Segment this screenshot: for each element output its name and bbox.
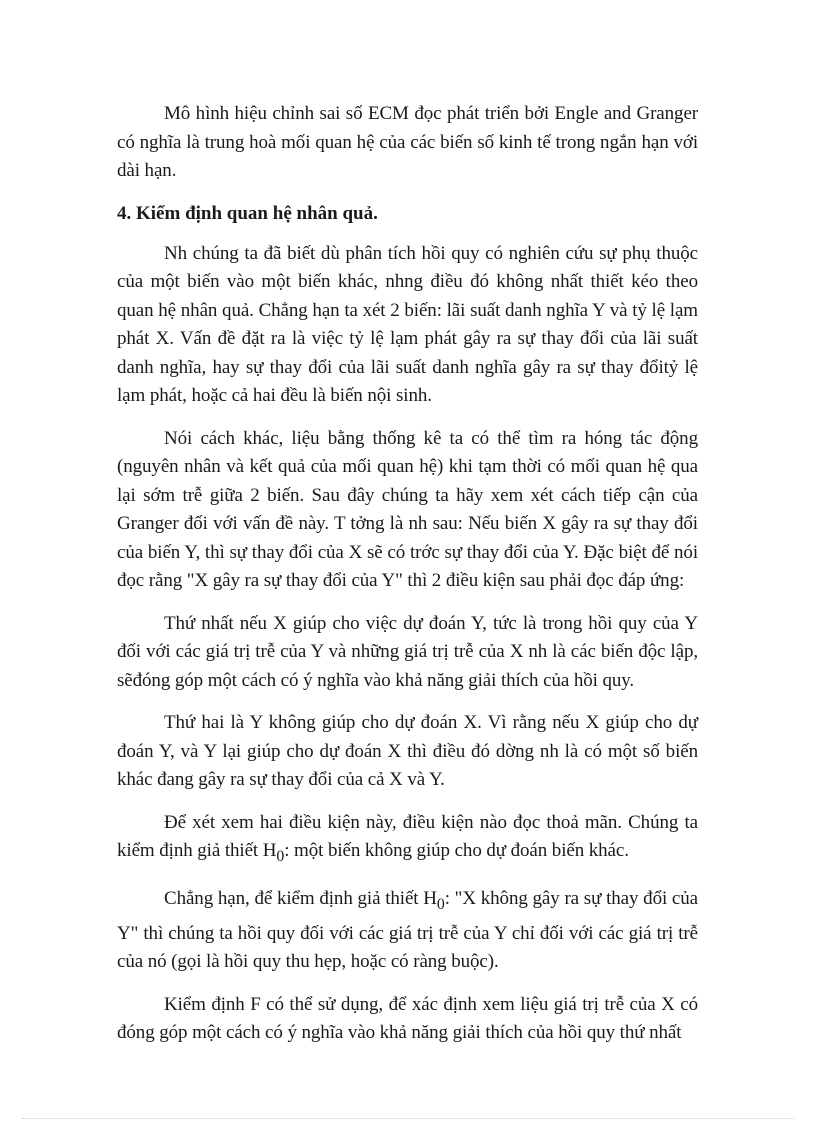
footer-divider: [22, 1118, 794, 1119]
paragraph-ecm: Mô hình hiệu chỉnh sai số ECM đọc phát triển bởi Engle and Granger có nghĩa là trung hoà mối quan hệ của các biến số kinh tế trong ngắn hạn với dài hạn.: [117, 103, 698, 181]
paragraph-hypothesis-text-after: : một biến không giúp cho dự đoán biến khác.: [284, 840, 629, 861]
subscript-zero: 0: [276, 847, 285, 865]
paragraph-condition-two: Thứ hai là Y không giúp cho dự đoán X. Vì rằng nếu X giúp cho dự đoán Y, và Y lại giúp cho dự đoán X thì điều đó dờng nh là có một số biến khác đang gây ra sự thay đổi của cả X và Y.: [117, 712, 698, 790]
paragraph-hypothesis: [117, 809, 698, 872]
paragraph-causality-intro: Nh chúng ta đã biết dù phân tích hồi quy có nghiên cứu sự phụ thuộc của một biến vào một biến khác, nhng điều đó không nhất thiết kéo theo quan hệ nhân quả. Chẳng hạn ta xét 2 biến: lãi suất danh nghĩa Y và tỷ lệ lạm phát X. Vấn đề đặt ra là việc tỷ lệ lạm phát gây ra sự thay đổi của lãi suất danh nghĩa, hay sự thay đổi của lãi suất danh nghĩa gây ra sự thay đổitỷ lệ lạm phát, hoặc cả hai đều là biến nội sinh.: [117, 242, 698, 406]
paragraph-granger-approach: Nói cách khác, liệu bằng thống kê ta có thể tìm ra hóng tác động (nguyên nhân và kết quả của mối quan hệ) khi tạm thời có mối quan hệ qua lại sớm trễ giữa 2 biến. Sau đây chúng ta hãy xem xét cách tiếp cận của Granger đối với vấn đề này. T tởng là nh sau: Nếu biến X gây ra sự thay đổi của biến Y, thì sự thay đổi của X sẽ có trớc sự thay đổi của Y. Đặc biệt để nói đọc rằng "X gây ra sự thay đổi của Y" thì 2 điều kiện sau phải đọc đáp ứng:: [117, 427, 698, 591]
paragraph-f-test: Kiểm định F có thể sử dụng, để xác định xem liệu giá trị trễ của X có đóng góp một cách có ý nghĩa vào khả năng giải thích của hồi quy thứ nhất: [117, 993, 698, 1044]
paragraph-condition-one: Thứ nhất nếu X giúp cho việc dự đoán Y, tức là trong hồi quy của Y đối với các giá trị trễ của Y và những giá trị trễ của X nh là các biến độc lập, sẽđóng góp một cách có ý nghĩa vào khả năng giải thích của hồi quy.: [117, 612, 698, 691]
paragraph-hypothesis-text-before: Để xét xem hai điều kiện này, điều kiện nào đọc thoả mãn. Chúng ta kiểm định giả thiết H: [117, 811, 698, 861]
paragraph-example-text-after: : "X không gây ra sự thay đổi của Y" thì chúng ta hồi quy đối với các giá trị trễ của Y chỉ đối với các giá trị trễ của nó (gọi là hồi quy thu hẹp, hoặc có ràng buộc).: [117, 888, 698, 973]
paragraph-example-text-before: Chẳng hạn, để kiểm định giả thiết H: [164, 888, 437, 910]
paragraph-example: [117, 885, 698, 976]
section-heading: 4. Kiểm định quan hệ nhân quả.: [117, 202, 378, 224]
subscript-zero: 0: [436, 896, 445, 914]
document-body: [117, 100, 698, 1062]
